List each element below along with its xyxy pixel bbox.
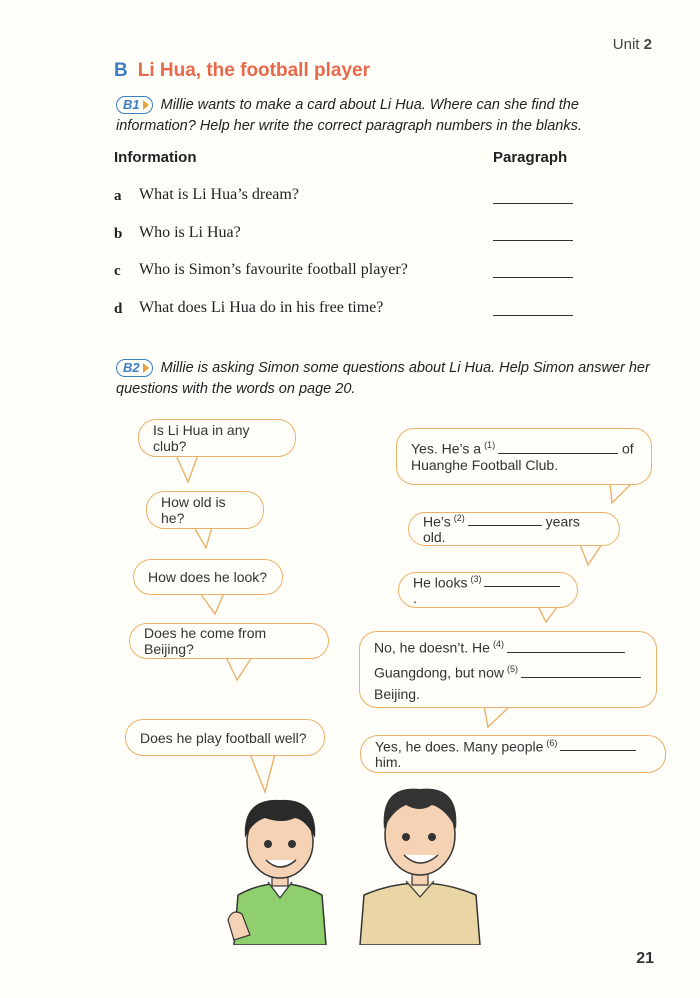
bubble-tail bbox=[484, 706, 510, 727]
answer-blank-5[interactable] bbox=[521, 665, 641, 678]
millie-bubble: How does he look? bbox=[133, 559, 283, 595]
bubble-tail bbox=[580, 544, 602, 565]
simon-bubble: He looks $^{(3)}$. bbox=[398, 572, 578, 608]
question-text: What is Li Hua’s dream? bbox=[139, 186, 299, 203]
question-text: What does Li Hua do in his free time? bbox=[139, 299, 384, 316]
question-letter: d bbox=[114, 301, 123, 317]
section-title-text: Li Hua, the football player bbox=[137, 60, 370, 81]
bubble-tail bbox=[610, 483, 632, 503]
page-number: 21 bbox=[636, 950, 654, 967]
simon-illustration bbox=[350, 775, 490, 945]
bubble-tail bbox=[176, 455, 198, 482]
millie-bubble: Is Li Hua in any club? bbox=[138, 419, 296, 457]
millie-bubble: How old is he? bbox=[146, 491, 264, 529]
b1-instruction: B1 Millie wants to make a card about Li Hua. Where can she find the information? Help her write the correct paragraph numbers in the blanks. bbox=[116, 97, 582, 134]
answer-blank-2[interactable] bbox=[468, 513, 542, 526]
b2-instruction: B2 Millie is asking Simon some questions about Li Hua. Help Simon answer her questions with the words on page 20. bbox=[116, 360, 650, 397]
b1-tag: B1 bbox=[116, 96, 153, 114]
millie-bubble: Does he come from Beijing? bbox=[129, 623, 329, 659]
bubble-tail bbox=[226, 657, 252, 680]
millie-bubble: Does he play football well? bbox=[125, 719, 325, 756]
information-header: Information bbox=[114, 149, 197, 166]
bubble-tail bbox=[200, 593, 224, 614]
question-letter: b bbox=[114, 226, 123, 242]
simon-bubble: He’s $^{(2)}$ years old. bbox=[408, 512, 620, 546]
simon-bubble: Yes, he does. Many people $^{(6)}$ him. bbox=[360, 735, 666, 773]
answer-blank-4[interactable] bbox=[507, 640, 625, 653]
paragraph-header: Paragraph bbox=[493, 149, 568, 166]
millie-illustration bbox=[220, 780, 340, 945]
unit-label: Unit 2 bbox=[612, 36, 652, 53]
question-letter: a bbox=[114, 188, 122, 204]
simon-bubble: No, he doesn’t. He $^{(4)}$ Guangdong, but now $^{(5)}$ Beijing. bbox=[359, 631, 657, 708]
answer-blank-1[interactable] bbox=[498, 441, 618, 454]
question-letter: c bbox=[114, 263, 121, 279]
question-text: Who is Simon’s favourite football player? bbox=[139, 261, 408, 278]
answer-blank-6[interactable] bbox=[560, 738, 636, 751]
bubble-tail bbox=[538, 606, 558, 622]
b2-tag: B2 bbox=[116, 359, 153, 377]
question-text: Who is Li Hua? bbox=[139, 224, 241, 241]
simon-bubble: Yes. He’s a $^{(1)}$ of Huanghe Football Club. bbox=[396, 428, 652, 485]
answer-blank-3[interactable] bbox=[484, 574, 560, 587]
section-letter: B bbox=[114, 60, 128, 81]
